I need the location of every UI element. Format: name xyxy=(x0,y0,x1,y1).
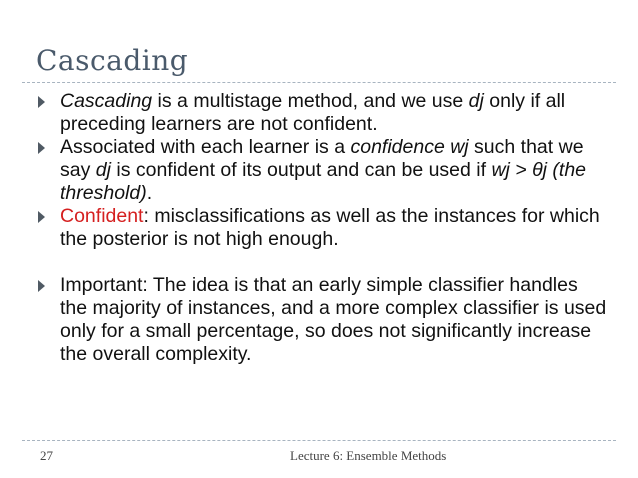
bullet-item xyxy=(36,205,608,251)
term-cascading: Cascading xyxy=(60,90,153,112)
bullet-text: is confident of its output and can be used if xyxy=(110,159,492,181)
bullet-text: Important: The idea is that an early simple classifier handles the majority of instances, and a more complex classifier is used only for a small percentage, so does not significantly increase the overall complexity. xyxy=(60,274,607,365)
bullet-text: such that we say xyxy=(60,136,584,181)
bullet-text: is a multistage method, and we use xyxy=(152,90,469,112)
bullet-item xyxy=(36,274,608,366)
bullet-item xyxy=(36,90,608,136)
threshold-formula: wj > θj (the threshold) xyxy=(60,159,587,204)
term-confident: Confident xyxy=(60,205,144,227)
bullet-text: . xyxy=(146,182,153,204)
footer-lecture-title: Lecture 6: Ensemble Methods xyxy=(290,448,447,463)
term-confidence: confidence wj xyxy=(350,136,469,158)
symbol-dj: dj xyxy=(95,159,111,181)
bullet-arrow-icon xyxy=(38,280,45,292)
bullet-text: only if all preceding learners are not confident. xyxy=(60,90,566,135)
bullet-text: Associated with each learner is a xyxy=(60,136,351,158)
bullet-arrow-icon xyxy=(38,96,45,108)
page-number: 27 xyxy=(40,448,53,463)
footer-divider xyxy=(22,440,616,441)
bullet-text: : misclassifications as well as the instances for which the posterior is not high enough. xyxy=(60,205,600,250)
bullet-item xyxy=(36,136,608,205)
title-divider xyxy=(22,82,616,83)
slide-title: Cascading xyxy=(36,44,189,77)
symbol-dj: dj xyxy=(468,90,484,112)
bullet-list xyxy=(36,90,608,366)
bullet-arrow-icon xyxy=(38,142,45,154)
bullet-arrow-icon xyxy=(38,211,45,223)
